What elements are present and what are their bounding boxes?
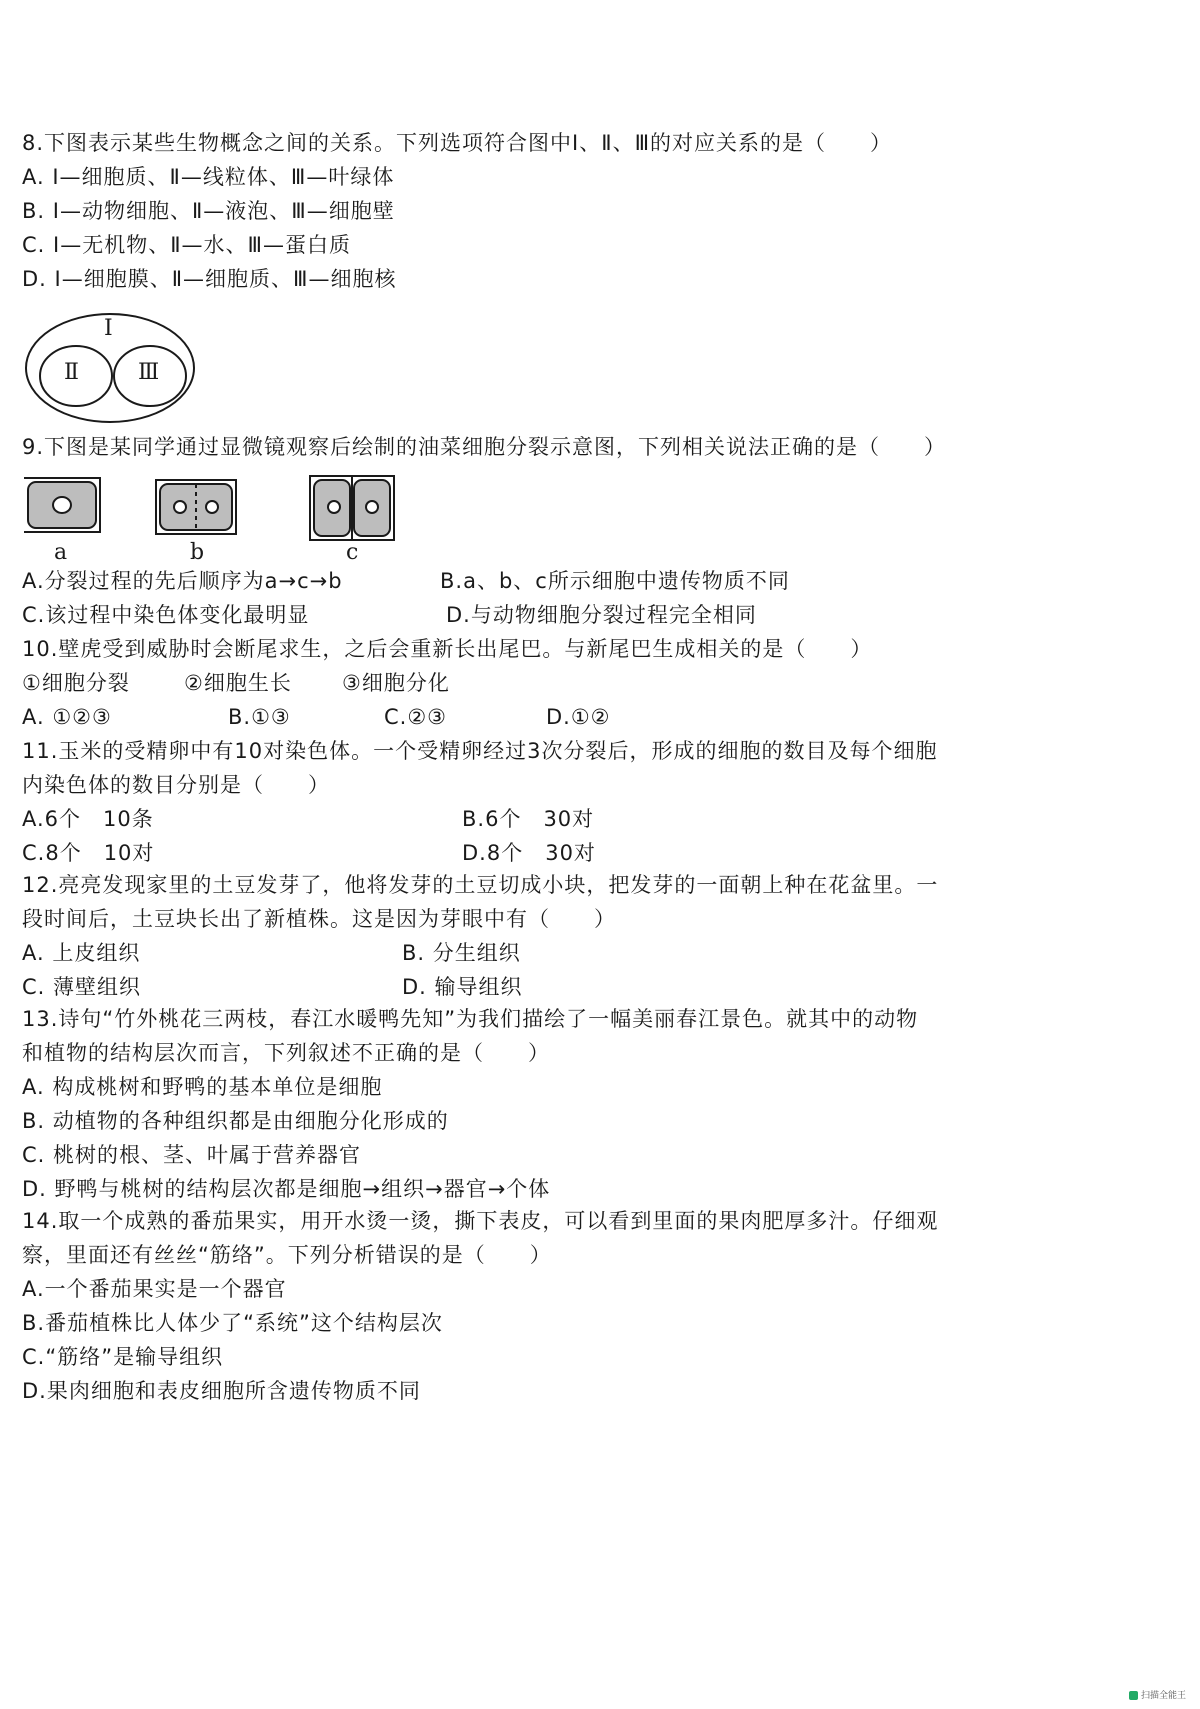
diagram-label-III: Ⅲ: [138, 360, 160, 385]
cell-a: [24, 478, 100, 532]
q9-option-c: C.该过程中染色体变化最明显: [22, 603, 310, 627]
q11-option-d: D.8个 30对: [462, 841, 596, 865]
diagram-label-II: Ⅱ: [64, 360, 79, 385]
q10-item-2: ②细胞生长: [184, 671, 292, 695]
q13-option-c: C. 桃树的根、茎、叶属于营养器官: [22, 1143, 362, 1167]
q12-stem-line1: 12.亮亮发现家里的土豆发芽了，他将发芽的土豆切成小块，把发芽的一面朝上种在花盆里。一: [22, 873, 939, 897]
q11-stem-line1: 11.玉米的受精卵中有10对染色体。一个受精卵经过3次分裂后，形成的细胞的数目及每个细胞: [22, 739, 938, 763]
cell-label-c: c: [346, 540, 359, 565]
q8-option-d: D. Ⅰ—细胞膜、Ⅱ—细胞质、Ⅲ—细胞核: [22, 267, 397, 291]
watermark-text: 扫描全能王: [1140, 1691, 1186, 1701]
diagram-label-I: Ⅰ: [104, 316, 113, 341]
q10-option-c: C.②③: [384, 705, 447, 729]
q13-option-d: D. 野鸭与桃树的结构层次都是细胞→组织→器官→个体: [22, 1177, 551, 1201]
scanner-watermark: [1129, 1688, 1186, 1701]
q9-stem: 9.下图是某同学通过显微镜观察后绘制的油菜细胞分裂示意图，下列相关说法正确的是（ ）: [22, 435, 947, 459]
cell-division-drawings: [22, 474, 422, 544]
q11-option-c: C.8个 10对: [22, 841, 155, 865]
cell-c: [310, 476, 394, 540]
q14-option-c: C.“筋络”是输导组织: [22, 1345, 224, 1369]
q11-stem-line2: 内染色体的数目分别是（ ）: [22, 773, 330, 797]
q12-option-c: C. 薄壁组织: [22, 975, 142, 999]
q11-option-a: A.6个 10条: [22, 807, 154, 831]
q10-option-d: D.①②: [546, 705, 611, 729]
q8-option-b: B. Ⅰ—动物细胞、Ⅱ—液泡、Ⅲ—细胞壁: [22, 199, 395, 223]
q14-option-a: A.一个番茄果实是一个器官: [22, 1277, 287, 1301]
q9-option-b: B.a、b、c所示细胞中遗传物质不同: [440, 569, 790, 593]
q14-stem-line2: 察，里面还有丝丝“筋络”。下列分析错误的是（ ）: [22, 1243, 552, 1267]
q13-option-a: A. 构成桃树和野鸭的基本单位是细胞: [22, 1075, 383, 1099]
cell-b: [156, 480, 236, 534]
q10-option-b: B.①③: [228, 705, 291, 729]
concept-relation-diagram: [24, 312, 196, 424]
q8-option-c: C. Ⅰ—无机物、Ⅱ—水、Ⅲ—蛋白质: [22, 233, 352, 257]
q13-option-b: B. 动植物的各种组织都是由细胞分化形成的: [22, 1109, 449, 1133]
q10-option-a: A. ①②③: [22, 705, 112, 729]
q8-option-a: A. Ⅰ—细胞质、Ⅱ—线粒体、Ⅲ—叶绿体: [22, 165, 395, 189]
q8-stem: 8.下图表示某些生物概念之间的关系。下列选项符合图中Ⅰ、Ⅱ、Ⅲ的对应关系的是（ ）: [22, 131, 893, 155]
cell-division-figure: [22, 474, 422, 566]
scanner-logo-icon: [1129, 1691, 1138, 1700]
q10-stem: 10.壁虎受到威胁时会断尾求生，之后会重新长出尾巴。与新尾巴生成相关的是（ ）: [22, 637, 873, 661]
q12-stem-line2: 段时间后，土豆块长出了新植株。这是因为芽眼中有（ ）: [22, 907, 616, 931]
q13-stem-line2: 和植物的结构层次而言，下列叙述不正确的是（ ）: [22, 1041, 550, 1065]
q12-option-a: A. 上皮组织: [22, 941, 141, 965]
q14-option-d: D.果肉细胞和表皮细胞所含遗传物质不同: [22, 1379, 421, 1403]
q12-option-b: B. 分生组织: [402, 941, 521, 965]
q9-option-d: D.与动物细胞分裂过程完全相同: [446, 603, 757, 627]
q14-option-b: B.番茄植株比人体少了“系统”这个结构层次: [22, 1311, 443, 1335]
q10-item-1: ①细胞分裂: [22, 671, 130, 695]
q9-option-a: A.分裂过程的先后顺序为a→c→b: [22, 569, 343, 593]
q14-stem-line1: 14.取一个成熟的番茄果实，用开水烫一烫，撕下表皮，可以看到里面的果肉肥厚多汁。仔细观: [22, 1209, 939, 1233]
q10-item-3: ③细胞分化: [342, 671, 450, 695]
q11-option-b: B.6个 30对: [462, 807, 595, 831]
cell-label-a: a: [54, 540, 68, 565]
q12-option-d: D. 输导组织: [402, 975, 523, 999]
cell-label-b: b: [190, 540, 205, 565]
q13-stem-line1: 13.诗句“竹外桃花三两枝，春江水暖鸭先知”为我们描绘了一幅美丽春江景色。就其中的动物: [22, 1007, 919, 1031]
